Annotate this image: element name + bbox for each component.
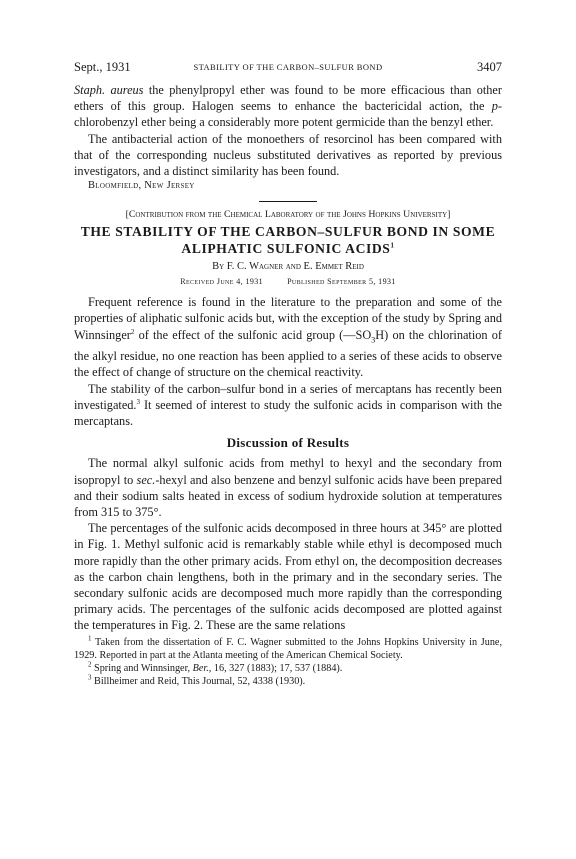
footnote-ref: 3 [136, 397, 140, 406]
prev-article-paragraph-1 [74, 82, 502, 131]
intro-paragraph-1 [74, 294, 502, 380]
header-page-number: 3407 [477, 60, 502, 74]
dates-line [74, 276, 502, 288]
footnote-2 [74, 662, 502, 675]
subscript: 3 [371, 335, 376, 345]
paragraph-text: the phenylpropyl ether was found to be more efficacious than other ethers of this group. Halogen seems to enhance the bactericidal action, the [74, 83, 502, 114]
paragraph-text: H) on the chlorination of the alkyl residue, no one reaction has been applied to a series of these acids to observe the effect of change of structure on the chemical reactivity. [74, 327, 502, 380]
paragraph-text: of the effect of the sulfonic acid group (—SO [134, 327, 372, 342]
footnote-ref: 2 [130, 327, 135, 336]
contribution-line: [Contribution from the Chemical Laboratory of the Johns Hopkins University] [125, 209, 451, 221]
article-separator-rule [259, 201, 317, 202]
footnote-text: Spring and Winnsinger, [91, 662, 193, 674]
footnote-ref: 1 [390, 241, 395, 250]
paragraph-text: -hexyl and also benzene and benzyl sulfonic acids have been prepared and their sodium salts heated in excess of sodium hydroxide solution at temperatures from 315 to 375°. [74, 472, 502, 519]
discussion-paragraph-1 [74, 455, 502, 520]
affiliation-place: Bloomfield, New Jersey [88, 180, 195, 192]
footnote-text: Taken from the dissertation of F. C. Wagner submitted to the Johns Hopkins University in June, 1929. Reported in part at the Atlanta meeting of the American Chemical Society. [74, 636, 502, 661]
article-title-text: THE STABILITY OF THE CARBON–SULFUR BOND IN SOME ALIPHATIC SULFONIC ACIDS [80, 224, 496, 256]
section-heading: Discussion of Results [226, 435, 350, 451]
para-prefix: p [491, 99, 498, 114]
footnote-number: 2 [88, 660, 92, 669]
paragraph-text: The normal alkyl sulfonic acids from methyl to hexyl and the secondary from isopropyl to [74, 456, 502, 487]
paragraph-text: It seemed of interest to study the sulfonic acids in comparison with the mercaptans. [74, 397, 502, 429]
footnote-3 [74, 675, 502, 688]
footnote-text: , 16, 327 (1883); 17, 537 (1884). [208, 662, 343, 674]
intro-paragraph-2 [74, 381, 502, 430]
authors-line: By F. C. Wagner and E. Emmet Reid [212, 261, 364, 273]
paragraph-text: -chlorobenzyl ether being a considerably more potent germicide than the benzyl ether. [74, 99, 502, 130]
article-title [74, 224, 502, 257]
italic-term: sec. [136, 472, 156, 487]
footnote-number: 1 [88, 634, 92, 643]
header-running-title: STABILITY OF THE CARBON–SULFUR BOND [193, 62, 383, 72]
received-date: Received June 4, 1931 [180, 277, 264, 287]
journal-abbrev: Ber. [192, 662, 209, 674]
prev-article-paragraph-2: The antibacterial action of the monoethers of resorcinol has been compared with that of the corresponding nucleus substituted derivatives as reported by previous investigators, and a distinct similarity has been found. [74, 131, 502, 179]
paragraph-text: The stability of the carbon–sulfur bond in a series of mercaptans has recently been investigated. [74, 381, 502, 412]
organism-name: Staph. aureus [74, 83, 144, 97]
header-date: Sept., 1931 [74, 60, 131, 74]
footnote-text: Billheimer and Reid, This Journal, 52, 4338 (1930). [91, 675, 306, 687]
footnote-number: 3 [88, 673, 92, 682]
discussion-paragraph-2: The percentages of the sulfonic acids decomposed in three hours at 345° are plotted in Fig. 1. Methyl sulfonic acid is remarkably stable while ethyl is decomposed much more rapidly than the other primary acids. From ethyl on, the decomposition decreases as the carbon chain lengthens, both in the primary and in the secondary series. The secondary sulfonic acids are decomposed much more rapidly than the corresponding primary acids. The percentages of the sulfonic acids decomposed are plotted against the temperatures in Fig. 2. These are the same relations [74, 521, 502, 633]
journal-page [74, 60, 502, 688]
running-header [74, 60, 502, 78]
footnote-1 [74, 636, 502, 662]
paragraph-text: Frequent reference is found in the literature to the preparation and some of the properties of aliphatic sulfonic acids but, with the exception of the study by Spring and Winnsinger [74, 295, 502, 342]
published-date: Published September 5, 1931 [287, 277, 396, 287]
